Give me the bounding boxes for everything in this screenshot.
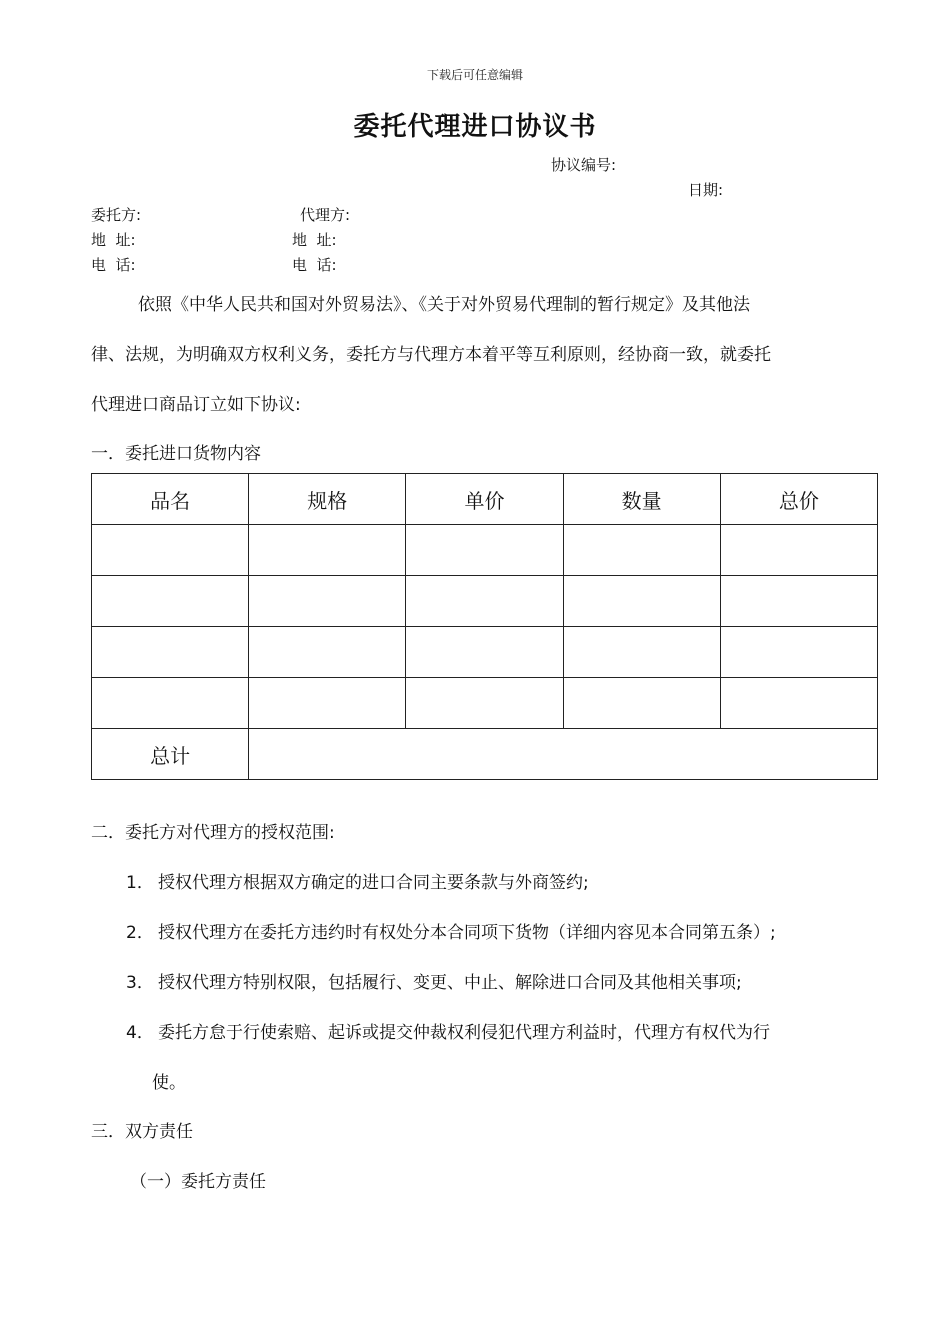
table-cell xyxy=(563,627,720,678)
table-cell xyxy=(720,576,877,627)
party-a-label: 委托方: xyxy=(91,206,142,224)
intro-line-3: 代理进口商品订立如下协议: xyxy=(91,395,301,415)
table-cell xyxy=(92,576,249,627)
table-cell xyxy=(249,678,406,729)
list-item-text-continued: 使。 xyxy=(152,1073,186,1093)
party-b-address-label: 地 址: xyxy=(292,231,337,249)
list-item-text: 委托方怠于行使索赔、起诉或提交仲裁权利侵犯代理方利益时，代理方有权代为行 xyxy=(158,1023,770,1043)
table-cell xyxy=(406,627,563,678)
column-header: 规格 xyxy=(249,474,406,525)
table-cell xyxy=(92,525,249,576)
table-cell xyxy=(406,678,563,729)
section-3-heading: 三．双方责任 xyxy=(91,1122,193,1142)
list-item-number: 4． xyxy=(126,1023,154,1043)
column-header: 单价 xyxy=(406,474,563,525)
table-header-row xyxy=(92,474,878,525)
intro-line-2: 律、法规，为明确双方权利义务，委托方与代理方本着平等互利原则，经协商一致，就委托 xyxy=(91,345,771,365)
total-label: 总计 xyxy=(92,729,249,780)
table-cell xyxy=(92,678,249,729)
table-row xyxy=(92,576,878,627)
party-a-phone-label: 电 话: xyxy=(91,256,136,274)
section-3-subheading: （一）委托方责任 xyxy=(130,1172,266,1192)
column-header: 总价 xyxy=(720,474,877,525)
table-row xyxy=(92,525,878,576)
party-a-address-label: 地 址: xyxy=(91,231,136,249)
party-b-label: 代理方: xyxy=(300,206,351,224)
party-b-phone-label: 电 话: xyxy=(292,256,337,274)
list-item-text: 授权代理方特别权限，包括履行、变更、中止、解除进口合同及其他相关事项; xyxy=(158,973,742,993)
date-label: 日期: xyxy=(688,181,724,199)
table-cell xyxy=(249,576,406,627)
section-2-heading: 二．委托方对代理方的授权范围: xyxy=(91,823,335,843)
table-cell xyxy=(249,627,406,678)
intro-line-1: 依照《中华人民共和国对外贸易法》、《关于对外贸易代理制的暂行规定》及其他法 xyxy=(138,295,750,315)
table-cell xyxy=(563,525,720,576)
list-item-number: 3． xyxy=(126,973,154,993)
table-cell xyxy=(720,525,877,576)
header-note: 下载后可任意编辑 xyxy=(426,68,523,82)
table-total-row xyxy=(92,729,878,780)
table-cell xyxy=(563,678,720,729)
list-item-number: 1． xyxy=(126,873,154,893)
list-item-number: 2． xyxy=(126,923,154,943)
list-item-text: 授权代理方根据双方确定的进口合同主要条款与外商签约; xyxy=(158,873,589,893)
column-header: 数量 xyxy=(563,474,720,525)
table-cell xyxy=(92,627,249,678)
section-1-heading: 一．委托进口货物内容 xyxy=(91,444,261,464)
table-cell xyxy=(563,576,720,627)
table-cell xyxy=(720,678,877,729)
table-cell xyxy=(720,627,877,678)
list-item-text: 授权代理方在委托方违约时有权处分本合同项下货物（详细内容见本合同第五条）; xyxy=(158,923,776,943)
table-cell xyxy=(249,525,406,576)
column-header: 品名 xyxy=(92,474,249,525)
table-cell xyxy=(406,525,563,576)
table-row xyxy=(92,678,878,729)
total-value-cell xyxy=(249,729,878,780)
goods-table xyxy=(91,473,878,780)
table-row xyxy=(92,627,878,678)
page-title: 委托代理进口协议书 xyxy=(353,112,597,142)
table-cell xyxy=(406,576,563,627)
agreement-no-label: 协议编号: xyxy=(551,156,617,174)
